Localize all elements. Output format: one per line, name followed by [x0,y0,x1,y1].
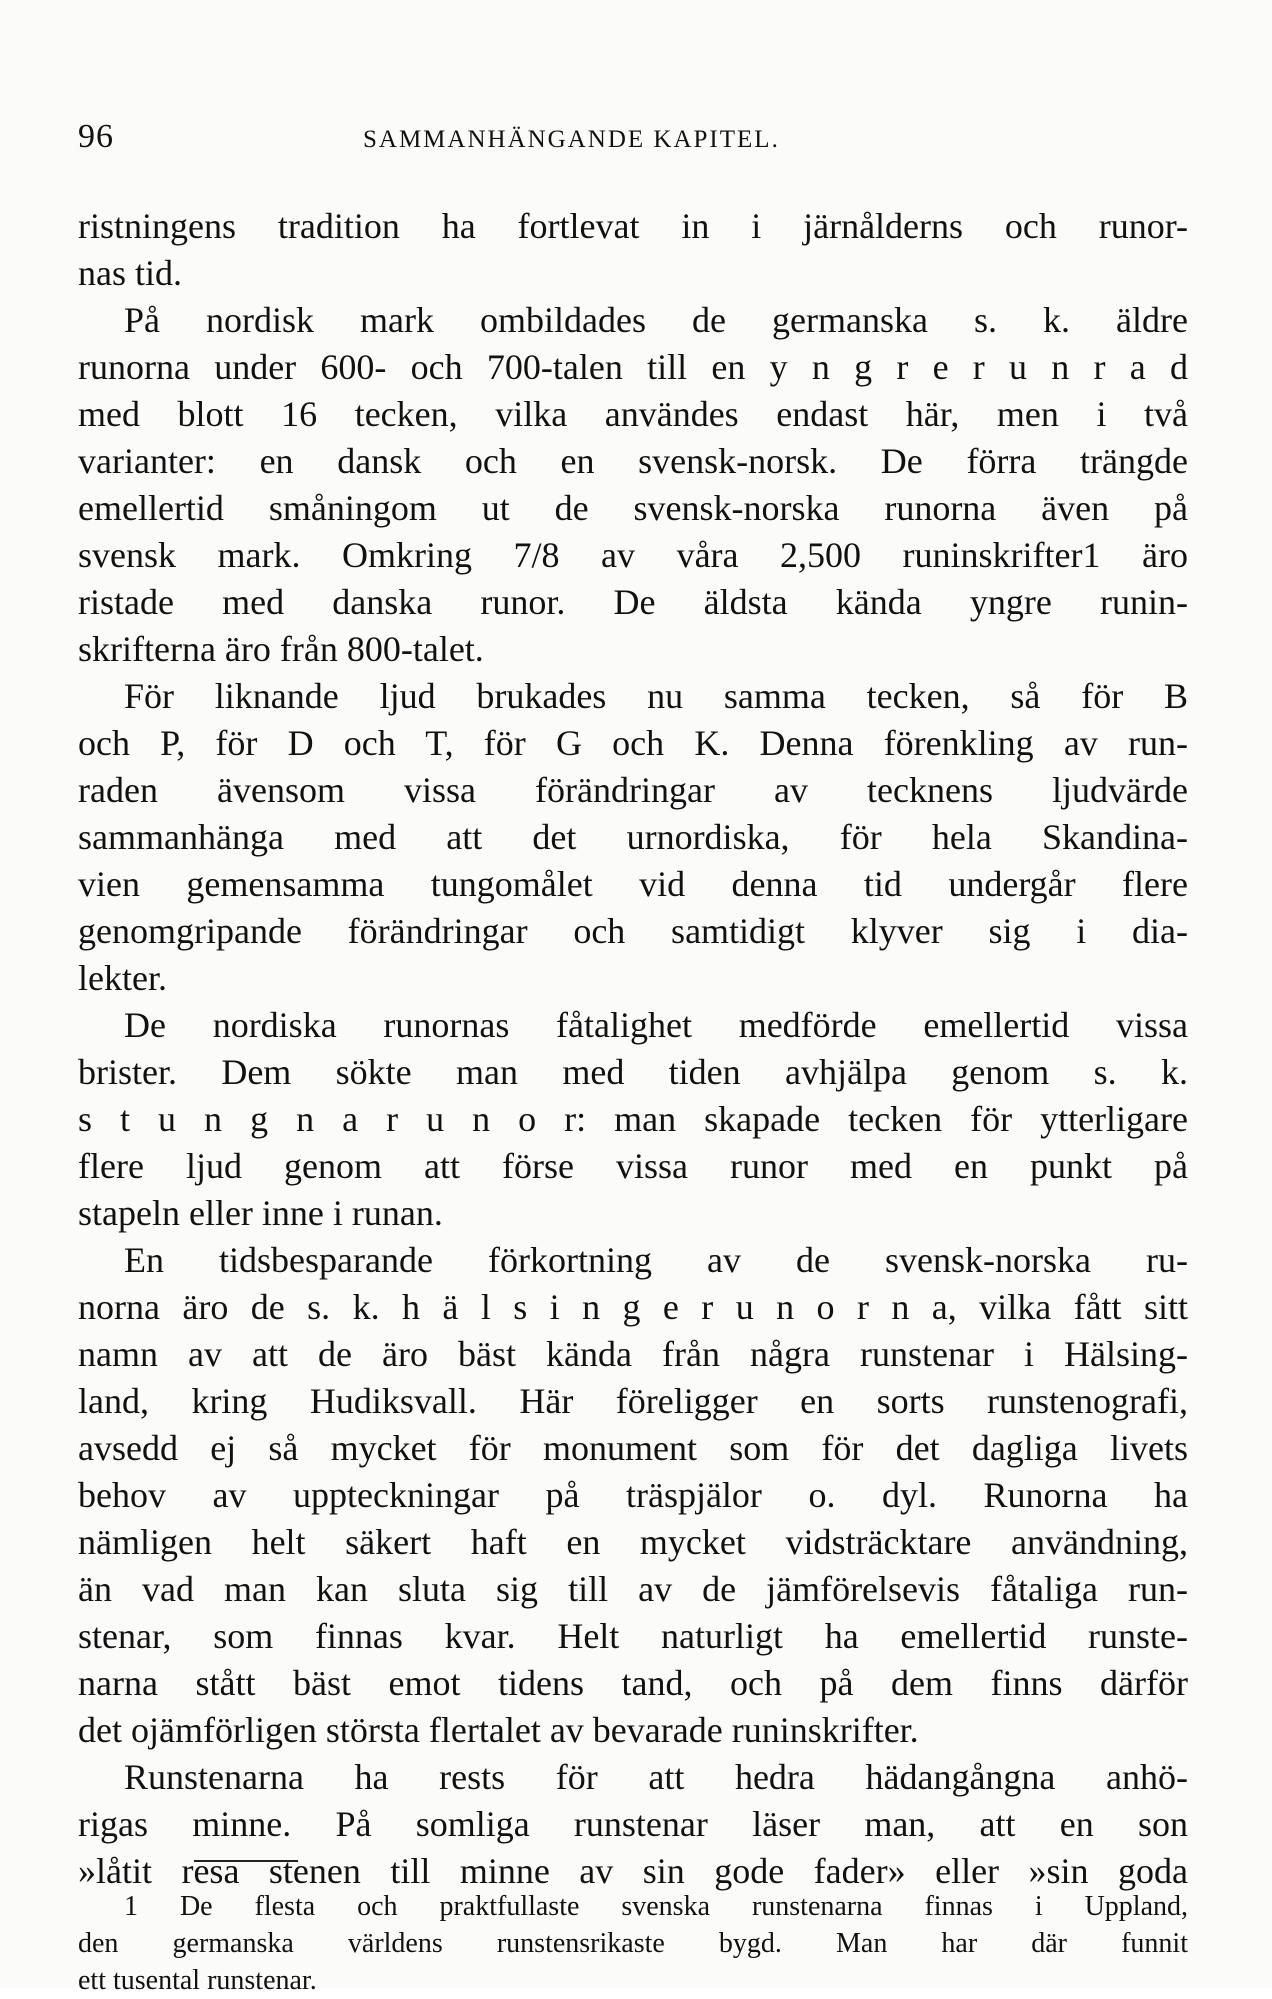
text-line: land, kring Hudiksvall. Här föreligger en sorts runstenografi, [78,1381,1188,1421]
text-line: det ojämförligen största flertalet av bevarade runinskrifter. [78,1710,919,1750]
text-line: varianter: en dansk och en svensk-norsk. De förra trängde [78,441,1188,481]
text-line: brister. Dem sökte man med tiden avhjälpa genom s. k. [78,1052,1188,1092]
text-line: nas tid. [78,253,182,293]
text-line: med blott 16 tecken, vilka användes endast här, men i två [78,394,1188,434]
page-header [78,118,1188,168]
text-line: skrifterna äro från 800-talet. [78,629,484,669]
body-text [78,203,1188,1895]
paragraph-start-line: För liknande ljud brukades nu samma tecken, så för B [124,676,1188,716]
footnote [78,1888,1188,1999]
text-line: och P, för D och T, för G och K. Denna förenkling av run- [78,723,1188,763]
paragraph-start-line: En tidsbesparande förkortning av de svensk-norska ru- [124,1240,1188,1280]
text-line: s t u n g n a r u n o r: man skapade tecken för ytterligare [78,1099,1188,1139]
text-line: norna äro de s. k. h ä l s i n g e r u n o r n a, vilka fått sitt [78,1287,1188,1327]
text-line: rigas minne. På somliga runstenar läser man, att en son [78,1804,1188,1844]
text-line: »låtit resa stenen till minne av sin gode fader» eller »sin goda [78,1851,1188,1891]
footnote-line: ett tusental runstenar. [78,1965,317,1996]
text-line: ristningens tradition ha fortlevat in i järnålderns och runor- [78,206,1188,246]
text-line: lekter. [78,958,167,998]
text-line: genomgripande förändringar och samtidigt klyver sig i dia- [78,911,1188,951]
text-line: svensk mark. Omkring 7/8 av våra 2,500 runinskrifter1 äro [78,535,1188,575]
footnote-line: 1 De flesta och praktfullaste svenska runstenarna finnas i Uppland, [124,1891,1188,1922]
text-line: nämligen helt säkert haft en mycket vidsträcktare användning, [78,1522,1188,1562]
text-line: än vad man kan sluta sig till av de jämförelsevis fåtaliga run- [78,1569,1188,1609]
text-line: narna stått bäst emot tidens tand, och på dem finns därför [78,1663,1188,1703]
text-line: behov av uppteckningar på träspjälor o. dyl. Runorna ha [78,1475,1188,1515]
text-line: stenar, som finnas kvar. Helt naturligt ha emellertid runste- [78,1616,1188,1656]
text-line: raden ävensom vissa förändringar av tecknens ljudvärde [78,770,1188,810]
text-line: stapeln eller inne i runan. [78,1193,443,1233]
paragraph-start-line: De nordiska runornas fåtalighet medförde emellertid vissa [124,1005,1188,1045]
text-line: ristade med danska runor. De äldsta kända yngre runin- [78,582,1188,622]
page-number: 96 [78,118,114,155]
footnote-line: den germanska världens runstensrikaste bygd. Man har där funnit [78,1928,1188,1959]
running-head: SAMMANHÄNGANDE KAPITEL. [363,126,780,153]
text-line: emellertid småningom ut de svensk-norska runorna även på [78,488,1188,528]
paragraph-start-line: Runstenarna ha rests för att hedra hädangångna anhö- [124,1757,1188,1797]
paragraph-start-line: På nordisk mark ombildades de germanska s. k. äldre [124,300,1188,340]
text-line: flere ljud genom att förse vissa runor med en punkt på [78,1146,1188,1186]
text-line: runorna under 600- och 700-talen till en y n g r e r u n r a d [78,347,1188,387]
footnote-rule [194,1860,298,1862]
text-line: vien gemensamma tungomålet vid denna tid undergår flere [78,864,1188,904]
text-line: avsedd ej så mycket för monument som för det dagliga livets [78,1428,1188,1468]
text-line: sammanhänga med att det urnordiska, för hela Skandina- [78,817,1188,857]
text-line: namn av att de äro bäst kända från några runstenar i Hälsing- [78,1334,1188,1374]
